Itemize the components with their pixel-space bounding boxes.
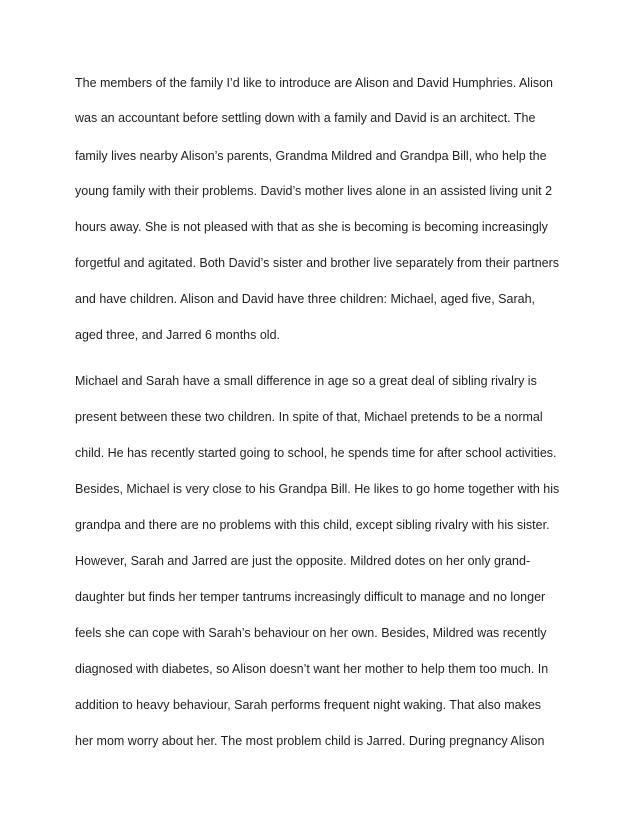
text-line: family lives nearby Alison’s parents, Grandma Mildred and Grandpa Bill, who help the bbox=[75, 149, 547, 163]
text-line: forgetful and agitated. Both David’s sister and brother live separately from their partners bbox=[75, 256, 560, 270]
text-line: aged three, and Jarred 6 months old. bbox=[75, 328, 280, 342]
text-line: young family with their problems. David’s mother lives alone in an assisted living unit 2 bbox=[75, 184, 553, 198]
text-line: hours away. She is not pleased with that as she is becoming is becoming increasingly bbox=[75, 220, 548, 234]
text-line: child. He has recently started going to school, he spends time for after school activities. bbox=[75, 446, 557, 460]
text-line: feels she can cope with Sarah’s behaviour on her own. Besides, Mildred was recently bbox=[75, 626, 547, 640]
text-line: Michael and Sarah have a small difference in age so a great deal of sibling rivalry is bbox=[75, 374, 537, 388]
text-line: addition to heavy behaviour, Sarah performs frequent night waking. That also makes bbox=[75, 698, 542, 712]
text-line: her mom worry about her. The most problem child is Jarred. During pregnancy Alison bbox=[75, 734, 545, 748]
text-line: diagnosed with diabetes, so Alison doesn’t want her mother to help them too much. In bbox=[75, 662, 549, 676]
text-line: was an accountant before settling down with a family and David is an architect. The bbox=[75, 111, 536, 125]
text-line: grandpa and there are no problems with this child, except sibling rivalry with his sister. bbox=[75, 518, 550, 532]
text-line: daughter but finds her temper tantrums increasingly difficult to manage and no longer bbox=[75, 590, 546, 604]
text-line: The members of the family I’d like to introduce are Alison and David Humphries. Alison bbox=[75, 76, 554, 90]
text-line: and have children. Alison and David have three children: Michael, aged five, Sarah, bbox=[75, 292, 536, 306]
text-line: Besides, Michael is very close to his Grandpa Bill. He likes to go home together with his bbox=[75, 482, 560, 496]
text-line: However, Sarah and Jarred are just the opposite. Mildred dotes on her only grand- bbox=[75, 554, 531, 568]
text-line: present between these two children. In spite of that, Michael pretends to be a normal bbox=[75, 410, 543, 424]
